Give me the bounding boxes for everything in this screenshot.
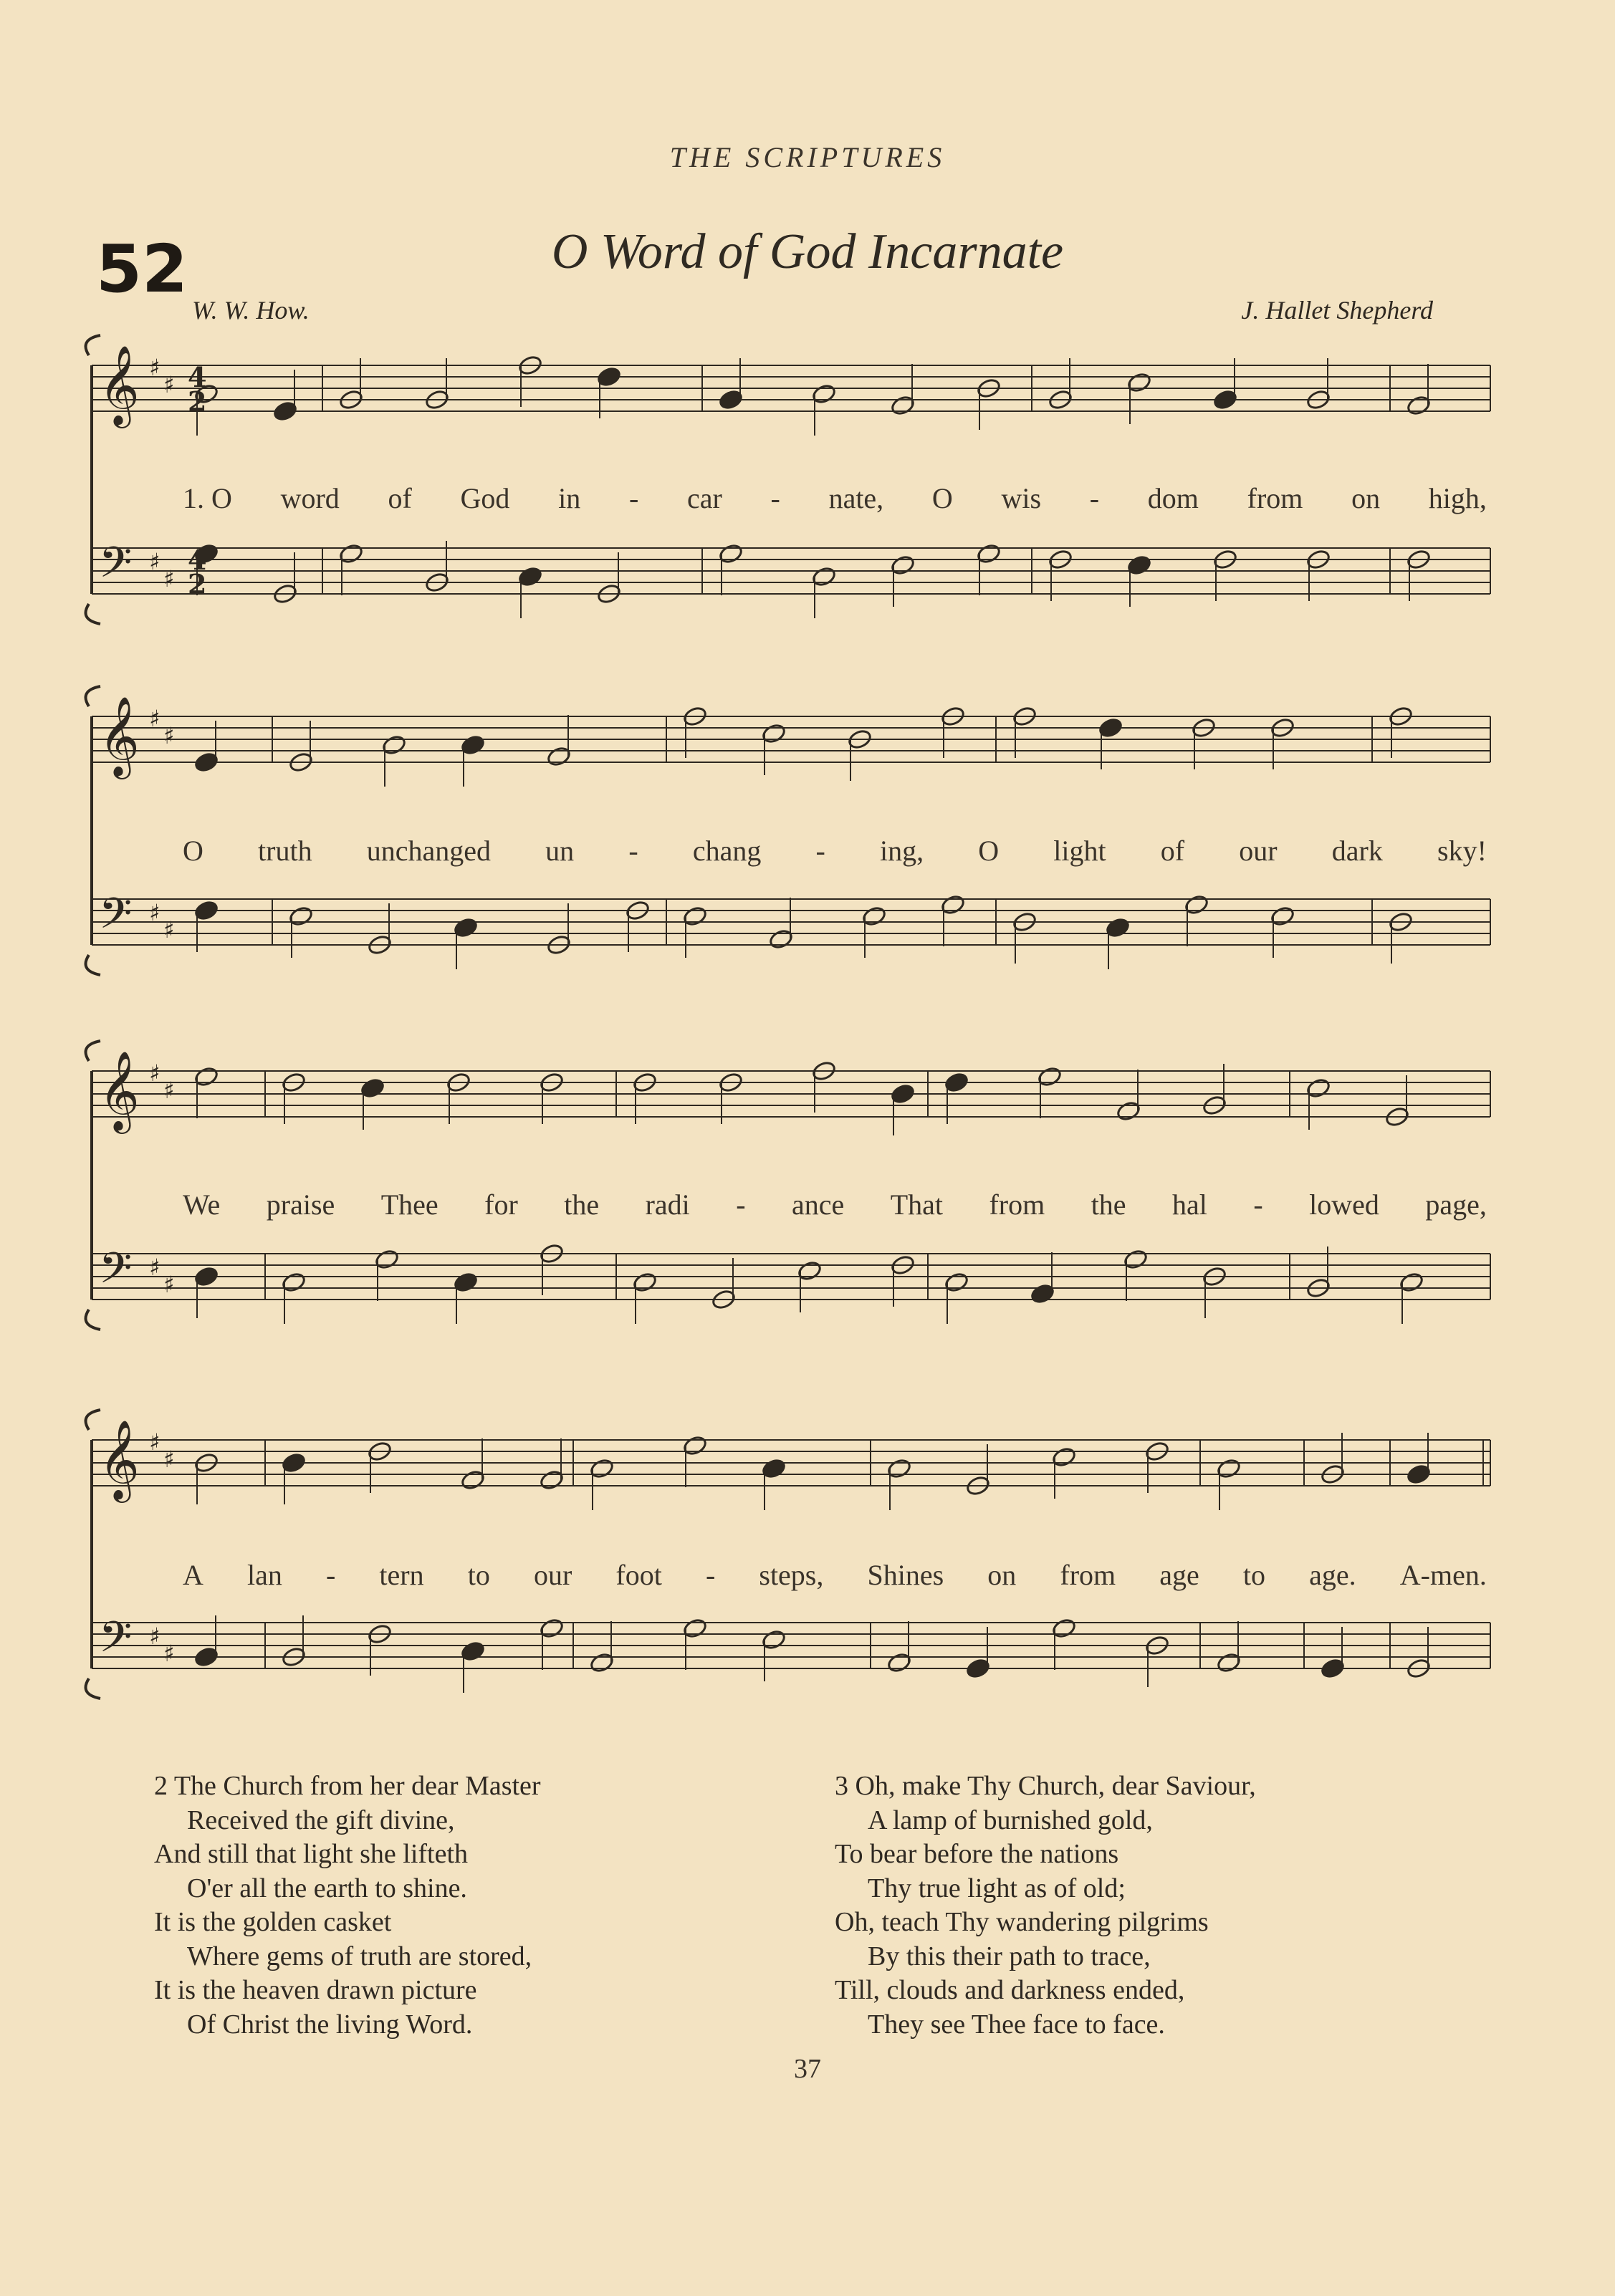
lyric-syllable: wis bbox=[1001, 481, 1042, 514]
system-1-brace-top bbox=[86, 335, 100, 355]
lyric-syllable: car bbox=[687, 481, 722, 514]
system-3-bass-clef-icon: 𝄢 bbox=[99, 1243, 133, 1303]
system-1-sharp-icon: ♯ bbox=[163, 371, 175, 398]
system-4-sharp-icon: ♯ bbox=[163, 1640, 175, 1667]
lyric-syllable: ing, bbox=[879, 834, 924, 867]
lyric-syllable: in bbox=[558, 481, 581, 514]
lyric-syllable: light bbox=[1053, 834, 1106, 867]
lyric-syllable: - bbox=[628, 834, 638, 867]
verse-line: To bear before the nations bbox=[835, 1839, 1119, 1869]
hymn-author: W. W. How. bbox=[192, 296, 310, 325]
lyric-syllable: - bbox=[1089, 481, 1100, 514]
system-4-brace-top bbox=[86, 1410, 100, 1430]
verse-2 bbox=[154, 1769, 785, 2042]
lyric-syllable: hal bbox=[1172, 1188, 1207, 1221]
lyric-syllable: to bbox=[1242, 1558, 1266, 1591]
lyric-syllable: A bbox=[183, 1558, 203, 1591]
lyric-syllable: of bbox=[388, 481, 412, 514]
verse-line: Of Christ the living Word. bbox=[187, 2009, 473, 2040]
lyric-syllable: from bbox=[1060, 1558, 1116, 1591]
lyric-syllable: the bbox=[1091, 1188, 1126, 1221]
system-2-sharp-icon: ♯ bbox=[149, 899, 160, 926]
lyric-syllable: 1. O bbox=[183, 481, 232, 514]
lyric-line-4 bbox=[183, 1553, 1487, 1596]
lyric-syllable: praise bbox=[266, 1188, 335, 1221]
system-2-sharp-icon: ♯ bbox=[163, 916, 175, 943]
lyric-syllable: nate, bbox=[828, 481, 884, 514]
lyric-syllable: unchanged bbox=[366, 834, 492, 867]
system-1-treble-clef-icon: 𝄞 bbox=[99, 345, 140, 425]
lyric-syllable: age bbox=[1159, 1558, 1199, 1591]
lyric-syllable: - bbox=[770, 481, 780, 514]
verse-3 bbox=[835, 1769, 1465, 2042]
system-4-bass-clef-icon: 𝄢 bbox=[99, 1612, 133, 1672]
system-1-sharp-icon: ♯ bbox=[163, 565, 175, 592]
lyric-syllable: sky! bbox=[1437, 834, 1487, 867]
lyric-syllable: our bbox=[1239, 834, 1278, 867]
lyric-syllable: the bbox=[564, 1188, 600, 1221]
time-signature-numerator: 4 bbox=[188, 544, 207, 576]
system-3-sharp-icon: ♯ bbox=[163, 1077, 175, 1104]
system-3-sharp-icon: ♯ bbox=[149, 1060, 160, 1087]
verse-line: 2 The Church from her dear Master bbox=[154, 1771, 541, 1801]
lyric-syllable: truth bbox=[258, 834, 312, 867]
system-2-brace-bottom bbox=[86, 955, 100, 975]
verse-line: And still that light she lifteth bbox=[154, 1839, 469, 1869]
lyric-syllable: dom bbox=[1147, 481, 1199, 514]
lyric-syllable: - bbox=[1253, 1188, 1263, 1221]
lyric-line-3 bbox=[183, 1183, 1487, 1226]
system-4-sharp-icon: ♯ bbox=[149, 1623, 160, 1650]
system-4-treble-clef-icon: 𝄞 bbox=[99, 1419, 140, 1499]
system-1-bass-clef-icon: 𝄢 bbox=[99, 537, 133, 597]
hymn-composer: J. Hallet Shepherd bbox=[1241, 296, 1433, 325]
lyric-syllable: radi bbox=[645, 1188, 690, 1221]
system-4-sharp-icon: ♯ bbox=[163, 1446, 175, 1473]
lyric-syllable: God bbox=[460, 481, 510, 514]
system-1-brace-bottom bbox=[86, 604, 100, 624]
lyric-syllable: un bbox=[545, 834, 575, 867]
lyric-syllable: lan bbox=[247, 1558, 282, 1591]
additional-verses bbox=[154, 1769, 1487, 2070]
system-1-sharp-icon: ♯ bbox=[149, 354, 160, 381]
lyric-syllable: O bbox=[931, 481, 953, 514]
verse-line: By this their path to trace, bbox=[868, 1941, 1151, 1971]
verse-line: They see Thee face to face. bbox=[868, 2009, 1165, 2040]
lyric-syllable: page, bbox=[1425, 1188, 1487, 1221]
verse-line: Received the gift divine, bbox=[187, 1805, 455, 1835]
page-number: 37 bbox=[794, 2054, 821, 2084]
lyric-syllable: from bbox=[1247, 481, 1303, 514]
lyric-syllable: foot bbox=[615, 1558, 662, 1591]
system-2-brace-top bbox=[86, 686, 100, 706]
lyric-syllable: from bbox=[989, 1188, 1045, 1221]
lyric-syllable: word bbox=[280, 481, 340, 514]
time-signature-denominator: 2 bbox=[188, 568, 207, 600]
system-3-brace-top bbox=[86, 1041, 100, 1061]
lyric-syllable: lowed bbox=[1309, 1188, 1379, 1221]
lyric-syllable: high, bbox=[1428, 481, 1487, 514]
system-4-sharp-icon: ♯ bbox=[149, 1428, 160, 1456]
verse-line: Till, clouds and darkness ended, bbox=[835, 1975, 1185, 2005]
lyric-line-1 bbox=[183, 476, 1487, 519]
time-signature-denominator: 2 bbox=[188, 385, 207, 418]
hymn-title: O Word of God Incarnate bbox=[551, 224, 1064, 279]
verse-line: Thy true light as of old; bbox=[868, 1873, 1126, 1903]
system-4-brace-bottom bbox=[86, 1678, 100, 1699]
verse-line: Oh, teach Thy wandering pilgrims bbox=[835, 1907, 1209, 1937]
lyric-syllable: Shines bbox=[867, 1558, 944, 1591]
lyric-syllable: on bbox=[1351, 481, 1381, 514]
verse-line: It is the heaven drawn picture bbox=[154, 1975, 477, 2005]
lyric-syllable: dark bbox=[1331, 834, 1383, 867]
verse-line: It is the golden casket bbox=[154, 1907, 392, 1937]
running-head: THE SCRIPTURES bbox=[669, 141, 946, 173]
lyric-syllable: to bbox=[467, 1558, 490, 1591]
system-3-sharp-icon: ♯ bbox=[163, 1271, 175, 1298]
verse-line: 3 Oh, make Thy Church, dear Saviour, bbox=[835, 1771, 1256, 1801]
system-1-sharp-icon: ♯ bbox=[149, 548, 160, 575]
lyric-syllable: our bbox=[533, 1558, 572, 1591]
lyric-syllable: That bbox=[890, 1188, 944, 1221]
time-signature-numerator: 4 bbox=[188, 361, 207, 393]
verse-number: 3 bbox=[835, 1771, 848, 1801]
verse-line: A lamp of burnished gold, bbox=[868, 1805, 1153, 1835]
system-2-sharp-icon: ♯ bbox=[149, 705, 160, 732]
lyric-syllable: We bbox=[183, 1188, 221, 1221]
verse-line: O'er all the earth to shine. bbox=[187, 1873, 467, 1903]
lyric-syllable: O bbox=[183, 834, 203, 867]
lyric-syllable: of bbox=[1160, 834, 1185, 867]
lyric-syllable: Thee bbox=[380, 1188, 439, 1221]
lyric-syllable: age. bbox=[1309, 1558, 1356, 1591]
lyric-syllable: - bbox=[705, 1558, 716, 1591]
lyric-syllable: - bbox=[628, 481, 639, 514]
system-3-sharp-icon: ♯ bbox=[149, 1254, 160, 1281]
lyric-syllable: on bbox=[987, 1558, 1017, 1591]
lyric-syllable: A-men. bbox=[1399, 1558, 1487, 1591]
lyric-syllable: O bbox=[978, 834, 1000, 867]
system-2-treble-clef-icon: 𝄞 bbox=[99, 696, 140, 776]
hymn-number: 52 bbox=[96, 231, 188, 307]
lyric-syllable: - bbox=[325, 1558, 336, 1591]
system-3-treble-clef-icon: 𝄞 bbox=[99, 1050, 140, 1130]
lyric-syllable: - bbox=[815, 834, 825, 867]
lyric-syllable: ance bbox=[791, 1188, 845, 1221]
lyric-syllable: - bbox=[736, 1188, 746, 1221]
lyric-syllable: steps, bbox=[759, 1558, 824, 1591]
lyric-syllable: tern bbox=[379, 1558, 424, 1591]
lyric-syllable: chang bbox=[692, 834, 762, 867]
lyric-line-2 bbox=[183, 829, 1487, 872]
system-3-brace-bottom bbox=[86, 1310, 100, 1330]
system-2-sharp-icon: ♯ bbox=[163, 722, 175, 749]
verse-number: 2 bbox=[154, 1771, 168, 1801]
system-2-bass-clef-icon: 𝄢 bbox=[99, 888, 133, 948]
lyric-syllable: for bbox=[484, 1188, 518, 1221]
verse-line: Where gems of truth are stored, bbox=[187, 1941, 532, 1971]
